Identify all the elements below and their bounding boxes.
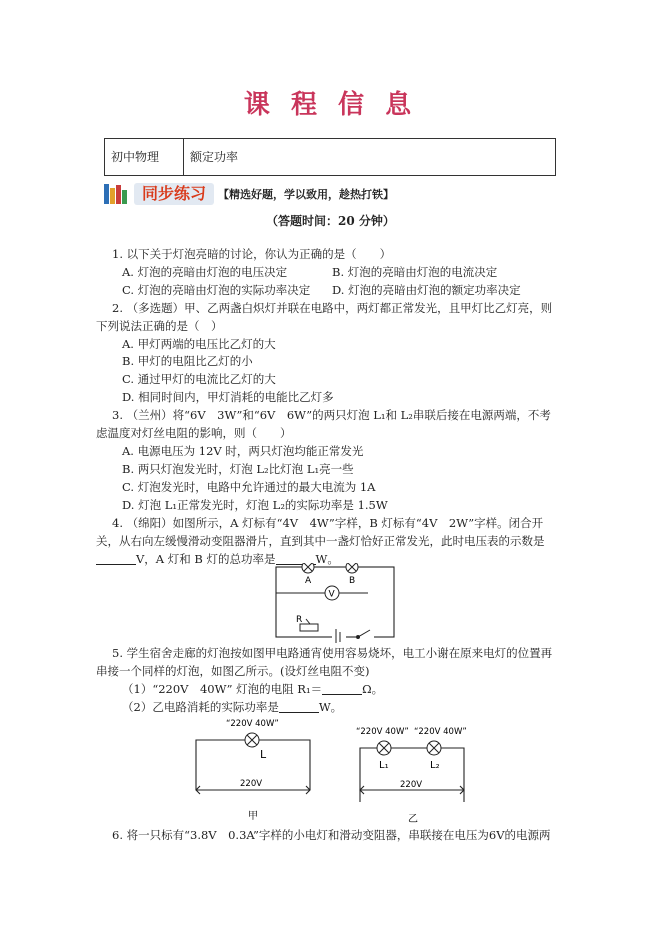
q3-option-a: A. 电源电压为 12V 时，两只灯泡均能正常发光 xyxy=(122,444,364,458)
banner-title: 同步练习 xyxy=(134,183,214,205)
voltmeter-label: V xyxy=(328,589,335,600)
q4-circuit-diagram xyxy=(270,563,400,643)
yi-caption: 乙 xyxy=(408,814,418,825)
q4-stem: 4. （绵阳）如图所示，A 灯标有“4V 4W”字样，B 灯标有“4V 2W”字样。闭合开 xyxy=(112,516,544,530)
rheostat-label: R xyxy=(296,615,303,625)
jia-voltage-label: 220V xyxy=(240,779,263,789)
jia-lamp-label: L xyxy=(260,748,267,761)
q4-text-a: V，A 灯和 B 灯的总功率是 xyxy=(136,552,276,566)
q1-option-c: C. 灯泡的亮暗由灯泡的实际功率决定 xyxy=(122,283,311,297)
q5-stem-cont: 串接一个同样的灯泡，如图乙所示。(设灯丝电阻不变) xyxy=(96,664,370,678)
q1-stem: 1. 以下关于灯泡亮暗的讨论，你认为正确的是（ ） xyxy=(112,247,392,261)
q2-stem: 2. （多选题）甲、乙两盏白炽灯并联在电路中，两灯都正常发光，且甲灯比乙灯亮，则 xyxy=(112,301,553,315)
subject-cell: 初中物理 xyxy=(105,139,184,175)
q1-option-d: D. 灯泡的亮暗由灯泡的额定功率决定 xyxy=(332,283,521,297)
books-icon xyxy=(104,184,130,204)
q5-part1 xyxy=(122,681,383,697)
page-title: 课 程 信 息 xyxy=(243,90,418,120)
q4-stem-cont: 关，从右向左缓慢滑动变阻器滑片，直到其中一盏灯恰好正常发光，此时电压表的示数是 xyxy=(96,534,545,548)
lamp-a-symbol xyxy=(302,563,314,573)
q5-part2-unit: W。 xyxy=(318,700,343,714)
lamp-b-symbol xyxy=(346,563,358,573)
q3-stem: 3. （兰州）将“6V 3W”和“6V 6W”的两只灯泡 L₁和 L₂串联后接在电源两端，不考 xyxy=(112,408,551,422)
q2-option-b: B. 甲灯的电阻比乙灯的小 xyxy=(122,354,253,368)
answer-blank[interactable] xyxy=(322,682,362,695)
q5-part1-text: （1）“220V 40W” 灯泡的电阻 R₁＝ xyxy=(122,682,323,696)
q5-part2 xyxy=(122,699,342,715)
q3-stem-cont: 虑温度对灯丝电阻的影响，则（ ） xyxy=(96,426,292,440)
answer-time-note: （答题时间：20 分钟） xyxy=(266,214,395,228)
rheostat-symbol xyxy=(300,619,318,631)
q2-stem-cont: 下列说法正确的是（ ） xyxy=(96,319,223,333)
yi-lamp-2-label: L₂ xyxy=(430,760,440,771)
jia-caption: 甲 xyxy=(248,811,258,822)
lamp-l-symbol xyxy=(245,733,259,747)
jia-rating-label: “220V 40W” xyxy=(226,719,279,729)
q3-option-c: C. 灯泡发光时，电路中允许通过的最大电流为 1A xyxy=(122,480,376,494)
q2-option-a: A. 甲灯两端的电压比乙灯的大 xyxy=(122,337,276,351)
answer-blank[interactable] xyxy=(279,700,319,713)
banner-subtitle: 【精选好题，学以致用，趁热打铁】 xyxy=(218,188,395,201)
lamp-a-label: A xyxy=(305,576,312,586)
q3-option-d: D. 灯泡 L₁正常发光时，灯泡 L₂的实际功率是 1.5W xyxy=(122,498,388,512)
q1-option-a: A. 灯泡的亮暗由灯泡的电压决定 xyxy=(122,265,288,279)
q4-text-b: W。 xyxy=(315,552,339,566)
q5-stem: 5. 学生宿舍走廊的灯泡按如图甲电路通宵使用容易烧坏，电工小谢在原来电灯的位置再 xyxy=(112,646,553,660)
switch-symbol xyxy=(356,630,374,641)
q3-option-b: B. 两只灯泡发光时，灯泡 L₂比灯泡 L₁亮一些 xyxy=(122,462,354,476)
yi-voltage-label: 220V xyxy=(400,780,423,790)
yi-rating-2-label: “220V 40W” xyxy=(414,727,467,737)
q1-option-b: B. 灯泡的亮暗由灯泡的电流决定 xyxy=(332,265,498,279)
circuit-yi-diagram xyxy=(352,722,477,826)
yi-rating-1-label: “220V 40W” xyxy=(356,727,409,737)
q6-stem: 6. 将一只标有“3.8V 0.3A”字样的小电灯和滑动变阻器，串联接在电压为6V的电源两 xyxy=(112,828,551,842)
section-banner xyxy=(104,183,394,205)
q2-option-c: C. 通过甲灯的电流比乙灯的大 xyxy=(122,372,276,386)
battery-symbol xyxy=(332,627,346,643)
q5-part2-text: （2）乙电路消耗的实际功率是 xyxy=(122,700,279,714)
course-info-table xyxy=(104,138,556,176)
lamp-l2-symbol xyxy=(427,741,441,755)
answer-blank[interactable] xyxy=(96,552,136,565)
q5-part1-unit: Ω。 xyxy=(362,682,384,696)
yi-lamp-1-label: L₁ xyxy=(379,760,389,771)
topic-cell: 额定功率 xyxy=(190,150,239,164)
circuit-jia-diagram xyxy=(190,714,325,824)
lamp-b-label: B xyxy=(349,576,356,586)
q2-option-d: D. 相同时间内，甲灯消耗的电能比乙灯多 xyxy=(122,390,334,404)
lamp-l1-symbol xyxy=(377,741,391,755)
